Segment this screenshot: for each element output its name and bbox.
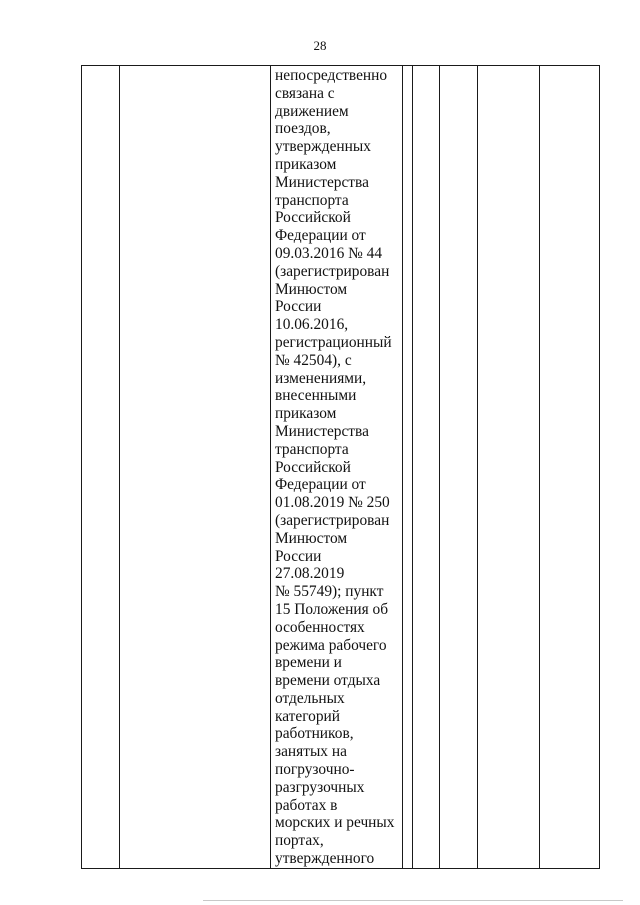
text-line: занятых на <box>275 743 347 761</box>
continuation-table <box>81 65 600 869</box>
text-line: Федерации от <box>275 476 366 494</box>
text-line: времени и <box>275 654 342 672</box>
text-line: № 42504), с <box>275 351 352 369</box>
text-line: России <box>275 547 322 565</box>
text-line: режима рабочего <box>275 636 387 654</box>
text-line: разгрузочных <box>275 778 365 796</box>
text-line: погрузочно- <box>275 761 355 779</box>
text-line: 01.08.2019 № 250 <box>275 494 390 512</box>
table-cell-col-5 <box>413 66 440 869</box>
text-line: 15 Положения об <box>275 600 389 618</box>
text-line: отдельных <box>275 689 345 707</box>
text-line: изменениями, <box>275 369 367 387</box>
text-line: (зарегистрирован <box>275 511 390 529</box>
text-line: портах, <box>275 832 324 850</box>
text-line: Российской <box>275 209 351 227</box>
text-line: времени отдыха <box>275 672 381 690</box>
text-line: России <box>275 298 322 316</box>
table-cell-col-4 <box>403 66 413 869</box>
text-line: связана с <box>275 84 335 102</box>
table-row <box>82 66 600 869</box>
text-line: работах в <box>275 796 338 814</box>
text-line: Министерства <box>275 173 369 191</box>
text-line: (зарегистрирован <box>275 262 390 280</box>
text-line: утвержденных <box>275 138 371 156</box>
legal-basis-text <box>271 66 402 868</box>
text-line: Минюстом <box>275 529 348 547</box>
table-cell-col-7 <box>478 66 540 869</box>
table-cell-legal-text <box>271 66 403 869</box>
text-line: морских и речных <box>275 814 395 832</box>
text-line: транспорта <box>275 191 349 209</box>
text-line: 09.03.2016 № 44 <box>275 244 383 262</box>
text-line: поездов, <box>275 120 331 138</box>
text-line: приказом <box>275 155 337 173</box>
table-cell-col-2 <box>120 66 271 869</box>
text-line: работников, <box>275 725 354 743</box>
text-line: № 55749); пункт <box>275 583 384 601</box>
text-line: 10.06.2016, <box>275 316 349 334</box>
text-line: 27.08.2019 <box>275 565 345 583</box>
text-line: непосредственно <box>275 67 388 84</box>
text-line: утвержденного <box>275 850 375 868</box>
text-line: внесенными <box>275 387 357 405</box>
table-cell-col-1 <box>82 66 120 869</box>
text-line: Федерации от <box>275 227 366 245</box>
table-cell-col-6 <box>440 66 478 869</box>
text-line: особенностях <box>275 618 365 636</box>
text-line: Российской <box>275 458 351 476</box>
text-line: приказом <box>275 405 337 423</box>
text-line: регистрационный <box>275 333 392 351</box>
scan-edge-line <box>203 900 623 901</box>
text-line: категорий <box>275 707 341 725</box>
text-line: Министерства <box>275 422 369 440</box>
table-cell-col-8 <box>540 66 600 869</box>
text-line: транспорта <box>275 440 349 458</box>
page-number: 28 <box>313 38 327 53</box>
text-line: движением <box>275 102 349 120</box>
text-line: Минюстом <box>275 280 348 298</box>
